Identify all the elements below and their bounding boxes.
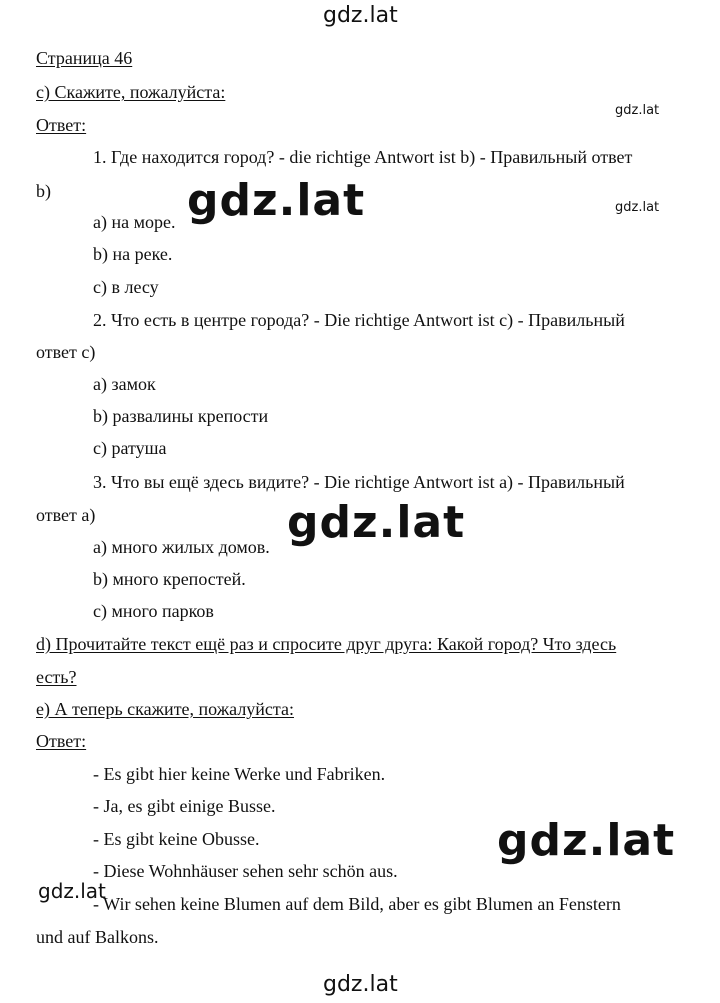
task-e-heading: e) А теперь скажите, пожалуйста: bbox=[36, 699, 294, 719]
answer-label-2: Ответ: bbox=[36, 731, 87, 751]
task-d-line-2: есть? bbox=[36, 667, 77, 687]
answer-e-4: - Diese Wohnhäuser sehen sehr schön aus. bbox=[93, 861, 398, 881]
question-1-option-a: a) на море. bbox=[93, 212, 176, 232]
question-3-option-b: b) много крепостей. bbox=[93, 569, 246, 589]
watermark-large-3: gdz.lat bbox=[497, 815, 676, 866]
answer-e-5-line-1: - Wir sehen keine Blumen auf dem Bild, aber es gibt Blumen an Fenstern bbox=[93, 894, 621, 914]
watermark-right-1: gdz.lat bbox=[615, 103, 660, 118]
answer-label: Ответ: bbox=[36, 115, 87, 135]
answer-e-2: - Ja, es gibt einige Busse. bbox=[93, 796, 276, 816]
watermark-top: gdz.lat bbox=[323, 3, 398, 28]
question-1-line-2: b) bbox=[36, 181, 51, 201]
task-d-line-1: d) Прочитайте текст ещё раз и спросите друг друга: Какой город? Что здесь bbox=[36, 634, 617, 654]
answer-e-5-line-2: und auf Balkons. bbox=[36, 927, 159, 947]
page-label: Страница 46 bbox=[36, 48, 133, 68]
watermark-footer: gdz.lat bbox=[323, 972, 398, 997]
answer-e-3: - Es gibt keine Obusse. bbox=[93, 829, 260, 849]
question-1-option-c: c) в лесу bbox=[93, 277, 159, 297]
question-2-line-1: 2. Что есть в центре города? - Die richtige Antwort ist c) - Правильный bbox=[93, 310, 625, 330]
watermark-left-bottom: gdz.lat bbox=[38, 879, 106, 903]
question-2-line-2: ответ c) bbox=[36, 342, 96, 362]
watermark-large-2: gdz.lat bbox=[287, 497, 466, 548]
question-3-option-a: a) много жилых домов. bbox=[93, 537, 270, 557]
question-3-line-1: 3. Что вы ещё здесь видите? - Die richtige Antwort ist a) - Правильный bbox=[93, 472, 625, 492]
watermark-right-2: gdz.lat bbox=[615, 200, 660, 215]
task-c-heading: c) Скажите, пожалуйста: bbox=[36, 82, 226, 102]
answer-e-1: - Es gibt hier keine Werke und Fabriken. bbox=[93, 764, 386, 784]
watermark-large-1: gdz.lat bbox=[187, 175, 366, 226]
question-2-option-c: c) ратуша bbox=[93, 438, 167, 458]
question-2-option-b: b) развалины крепости bbox=[93, 406, 269, 426]
question-3-option-c: c) много парков bbox=[93, 601, 214, 621]
question-1-line-1: 1. Где находится город? - die richtige Antwort ist b) - Правильный ответ bbox=[93, 147, 633, 167]
question-2-option-a: a) замок bbox=[93, 374, 156, 394]
question-3-line-2: ответ a) bbox=[36, 505, 96, 525]
question-1-option-b: b) на реке. bbox=[93, 244, 173, 264]
